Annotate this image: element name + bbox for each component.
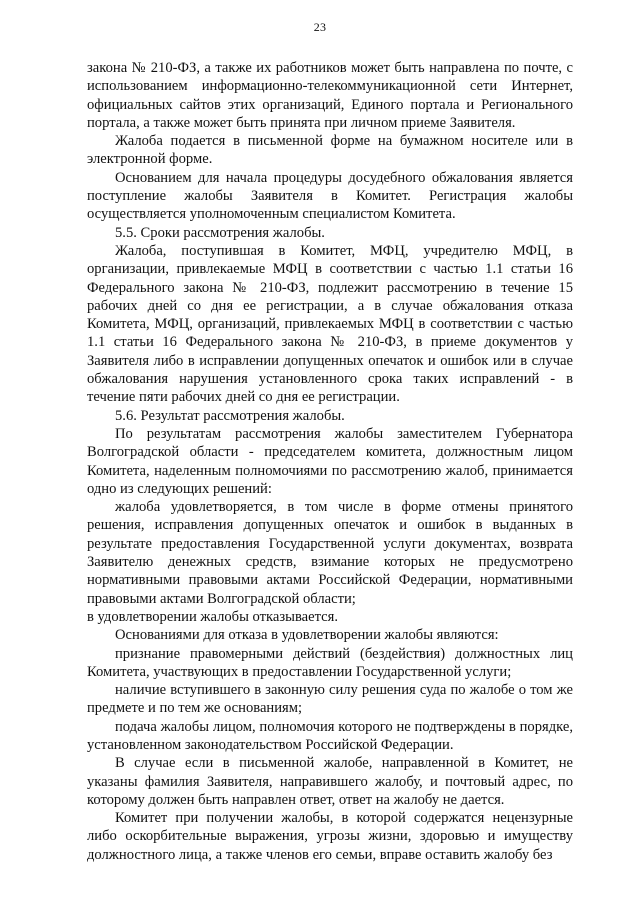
paragraph: жалоба удовлетворяется, в том числе в форме отмены принятого решения, исправления допущенных опечаток и ошибок в выданных в результате предоставления Государственной услуги документах, возврата Заявителю денежных средств, взимание которых не предусмотрено нормативными правовыми актами Российской Федерации, нормативными правовыми актами Волгоградской области; <box>87 499 573 607</box>
paragraph: Жалоба подается в письменной форме на бумажном носителе или в электронной форме. <box>87 133 573 168</box>
section-heading: 5.5. Сроки рассмотрения жалобы. <box>115 224 325 241</box>
paragraph: Комитет при получении жалобы, в которой содержатся нецензурные либо оскорбительные выражения, угрозы жизни, здоровью и имуществу должностного лица, а также членов его семьи, вправе оставить жалобу без <box>87 810 573 863</box>
document-body <box>87 59 573 864</box>
paragraph: признание правомерными действий (бездействия) должностных лиц Комитета, участвующих в предоставлении Государственной услуги; <box>87 645 573 680</box>
paragraph: Жалоба, поступившая в Комитет, МФЦ, учредителю МФЦ, в организации, привлекаемые МФЦ в соответствии с частью 1.1 статьи 16 Федерального закона № 210-ФЗ, подлежит рассмотрению в течение 15 рабочих дней со дня ее регистрации, а в случае обжалования отказа Комитета, МФЦ, организаций, привлекаемых МФЦ в соответствии с частью 1.1 статьи 16 Федерального закона № 210-ФЗ, в приеме документов у Заявителя либо в исправлении допущенных опечаток и ошибок или в случае обжалования нарушения установленного срока таких исправлений - в течение пяти рабочих дней со дня ее регистрации. <box>87 242 573 406</box>
paragraph: в удовлетворении жалобы отказывается. <box>87 608 339 625</box>
paragraph: Основанием для начала процедуры досудебного обжалования является поступление жалобы Заявителя в Комитет. Регистрация жалобы осуществляется уполномоченным специалистом Комитета. <box>87 169 573 223</box>
paragraph: Основаниями для отказа в удовлетворении жалобы являются: <box>115 627 499 644</box>
section-heading: 5.6. Результат рассмотрения жалобы. <box>115 407 345 424</box>
paragraph: наличие вступившего в законную силу решения суда по жалобе о том же предмете и по тем же основаниям; <box>87 682 573 717</box>
paragraph: В случае если в письменной жалобе, направленной в Комитет, не указаны фамилия Заявителя, направившего жалобу, и почтовый адрес, по которому должен быть направлен ответ, ответ на жалобу не дается. <box>87 755 573 808</box>
paragraph: закона № 210-ФЗ, а также их работников может быть направлена по почте, с использованием информационно-телекоммуникационной сети Интернет, официальных сайтов этих организаций, Единого портала и Регионального портала, а также может быть принята при личном приеме Заявителя. <box>87 60 573 131</box>
page-number: 23 <box>313 20 327 34</box>
paragraph: По результатам рассмотрения жалобы заместителем Губернатора Волгоградской области - председателем комитета, должностным лицом Комитета, наделенным полномочиями по рассмотрению жалоб, принимается одно из следующих решений: <box>87 425 573 497</box>
paragraph: подача жалобы лицом, полномочия которого не подтверждены в порядке, установленном законодательством Российской Федерации. <box>87 718 573 753</box>
